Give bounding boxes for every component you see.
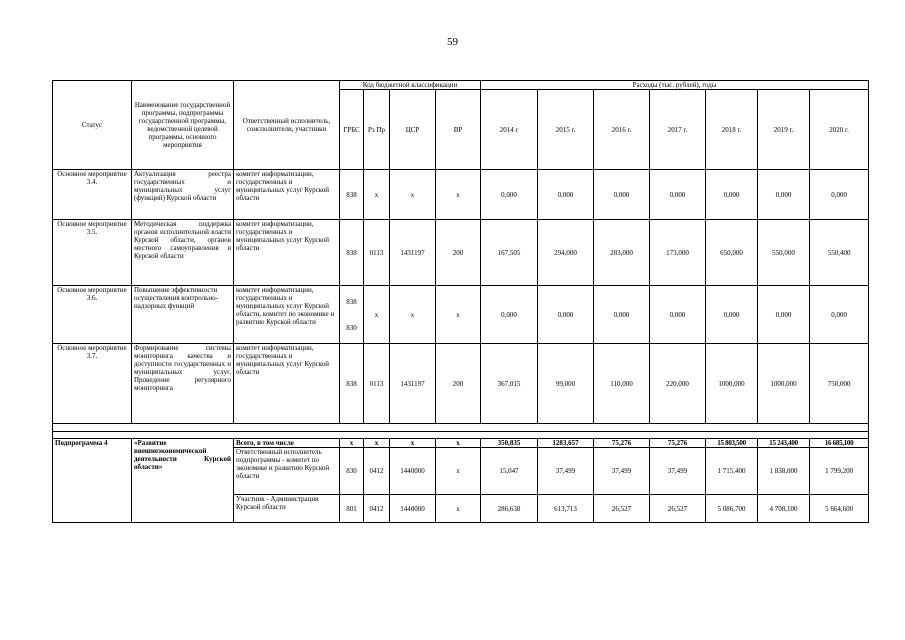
row-value-2019: 550,000 (758, 220, 810, 286)
subprogram-responsible-2014: 15,047 (481, 448, 538, 495)
spacer-row (53, 424, 869, 432)
subprogram-responsible-vr: x (436, 448, 481, 495)
subprogram-total-2020: 16 685,100 (810, 439, 869, 448)
subprogram-participant-2014: 286,638 (481, 495, 538, 523)
table-row (53, 220, 869, 286)
row-value-2017: 0,000 (650, 286, 706, 344)
row-executor: комитет информатизации, государственных и муниципальных услуг Курской области (234, 170, 340, 220)
row-csr: 1431197 (390, 220, 436, 286)
row-value-2015: 99,000 (538, 344, 594, 424)
row-value-2020: 0,000 (810, 170, 869, 220)
subprogram-participant-2020: 5 664,600 (810, 495, 869, 523)
subprogram-total-csr: x (390, 439, 436, 448)
subprogram-responsible-2015: 37,499 (538, 448, 594, 495)
row-rzpr: 0113 (364, 344, 390, 424)
page-number: 59 (447, 36, 458, 48)
row-value-2015: 0,000 (538, 286, 594, 344)
header-vr: ВР (436, 90, 481, 170)
header-rzpr: Рз Пр (364, 90, 390, 170)
row-value-2019: 0,000 (758, 286, 810, 344)
row-status: Основное мероприятие 3.4. (53, 170, 132, 220)
row-value-2019: 0,000 (758, 170, 810, 220)
row-value-2018: 1000,000 (706, 344, 758, 424)
header-year-2020: 2020 г. (810, 90, 869, 170)
header-row-group (53, 81, 869, 90)
row-name: Формирование системы мониторинга качества и доступности государственных и муниципальных услуг. Проведение регулярного мониторинга (132, 344, 234, 424)
subprogram-participant-2016: 26,527 (594, 495, 650, 523)
row-vr: 200 (436, 344, 481, 424)
row-value-2016: 110,000 (594, 344, 650, 424)
subprogram-total-2016: 75,276 (594, 439, 650, 448)
header-code-group: Код бюджетной классификации (340, 81, 481, 90)
subprogram-participant-2017: 26,527 (650, 495, 706, 523)
row-value-2017: 173,000 (650, 220, 706, 286)
subprogram-participant-2018: 5 086,700 (706, 495, 758, 523)
row-csr: 1431197 (390, 344, 436, 424)
table-row (53, 170, 869, 220)
header-year-2015: 2015 г. (538, 90, 594, 170)
subprogram-total-2018: 15 803,500 (706, 439, 758, 448)
subprogram-participant-executor: Участник - Администрация Курской области (234, 495, 340, 523)
row-grbs-top: 838 (346, 297, 357, 306)
row-executor: комитет информатизации, государственных и муниципальных услуг Курской области, комитет по экономике и развитию Курской области (234, 286, 340, 344)
subprogram-participant-vr: x (436, 495, 481, 523)
subprogram-status: Подпрограмма 4 (53, 439, 132, 523)
subprogram-participant-grbs: 801 (340, 495, 364, 523)
row-name: Актуализация реестра государственных и муниципальных услуг (функций) Курской области (132, 170, 234, 220)
row-grbs (340, 286, 364, 344)
subprogram-total-2019: 15 243,400 (758, 439, 810, 448)
subprogram-total-row (53, 439, 869, 448)
row-rzpr: x (364, 286, 390, 344)
row-executor: комитет информатизации, государственных и муниципальных услуг Курской области (234, 220, 340, 286)
row-value-2014: 167,505 (481, 220, 538, 286)
subprogram-responsible-2018: 1 715,400 (706, 448, 758, 495)
subprogram-total-2015: 1283,657 (538, 439, 594, 448)
row-rzpr: x (364, 170, 390, 220)
row-status: Основное мероприятие 3.6. (53, 286, 132, 344)
subprogram-responsible-executor: Ответственный исполнитель подпрограммы - комитет по экономике и развитию Курской области (234, 448, 340, 495)
row-name: Методическая поддержка органов исполнительной власти Курской области, органов местного самоуправления в Курской области (132, 220, 234, 286)
subprogram-responsible-csr: 1440000 (390, 448, 436, 495)
row-grbs: 838 (340, 220, 364, 286)
row-value-2014: 367,015 (481, 344, 538, 424)
header-year-2016: 2016 г. (594, 90, 650, 170)
subprogram-participant-rzpr: 0412 (364, 495, 390, 523)
subprogram-total-2014: 350,835 (481, 439, 538, 448)
row-grbs-bottom: 830 (346, 323, 357, 332)
row-value-2020: 750,000 (810, 344, 869, 424)
header-executor: Ответственный исполнитель, соисполнители, участники (234, 81, 340, 170)
row-value-2017: 220,000 (650, 344, 706, 424)
subprogram-participant-2019: 4 708,100 (758, 495, 810, 523)
subprogram-total-2017: 75,276 (650, 439, 706, 448)
row-value-2014: 0,000 (481, 286, 538, 344)
subprogram-total-rzpr: x (364, 439, 390, 448)
row-status: Основное мероприятие 3.7. (53, 344, 132, 424)
row-vr: 200 (436, 220, 481, 286)
subprogram-name: «Развитие внешнеэкономической деятельности Курской области» (132, 439, 234, 523)
header-year-2014: 2014 г (481, 90, 538, 170)
row-value-2016: 0,000 (594, 170, 650, 220)
subprogram-responsible-rzpr: 0412 (364, 448, 390, 495)
subprogram-participant-2015: 613,713 (538, 495, 594, 523)
subprogram-responsible-2020: 1 799,200 (810, 448, 869, 495)
row-status: Основное мероприятие 3.5. (53, 220, 132, 286)
header-year-2018: 2018 г. (706, 90, 758, 170)
row-value-2018: 0,000 (706, 170, 758, 220)
row-value-2018: 650,000 (706, 220, 758, 286)
row-grbs: 838 (340, 344, 364, 424)
row-value-2016: 0,000 (594, 286, 650, 344)
header-csr: ЦСР (390, 90, 436, 170)
row-value-2014: 0,000 (481, 170, 538, 220)
subprogram-responsible-grbs: 830 (340, 448, 364, 495)
header-year-2019: 2019 г. (758, 90, 810, 170)
subprogram-responsible-2017: 37,499 (650, 448, 706, 495)
row-value-2020: 550,400 (810, 220, 869, 286)
table-row (53, 286, 869, 344)
row-value-2015: 0,000 (538, 170, 594, 220)
row-value-2017: 0,000 (650, 170, 706, 220)
row-name: Повышение эффективности осуществления контрольно-надзорных функций (132, 286, 234, 344)
row-csr: x (390, 286, 436, 344)
row-vr: x (436, 286, 481, 344)
subprogram-total-label: Всего, в том числе (234, 439, 340, 448)
row-grbs: 838 (340, 170, 364, 220)
row-value-2018: 0,000 (706, 286, 758, 344)
budget-table (52, 80, 869, 523)
subprogram-participant-csr: 1440000 (390, 495, 436, 523)
row-vr: x (436, 170, 481, 220)
table-row (53, 344, 869, 424)
subprogram-responsible-2019: 1 838,000 (758, 448, 810, 495)
row-rzpr: 0113 (364, 220, 390, 286)
header-name: Наименование государственной программы, подпрограммы государственной программы, ведомственной целевой программы, основного мероприятия (132, 81, 234, 170)
row-value-2019: 1000,000 (758, 344, 810, 424)
row-value-2020: 0,000 (810, 286, 869, 344)
row-executor: комитет информатизации, государственных и муниципальных услуг Курской области (234, 344, 340, 424)
spacer-row (53, 432, 869, 439)
header-status: Статус (53, 81, 132, 170)
subprogram-total-vr: x (436, 439, 481, 448)
header-year-2017: 2017 г. (650, 90, 706, 170)
row-value-2015: 294,000 (538, 220, 594, 286)
row-value-2016: 283,000 (594, 220, 650, 286)
row-csr: x (390, 170, 436, 220)
subprogram-total-grbs: x (340, 439, 364, 448)
subprogram-responsible-2016: 37,499 (594, 448, 650, 495)
header-grbs: ГРБС (340, 90, 364, 170)
header-expenses-group: Расходы (тыс. рублей), годы (481, 81, 869, 90)
